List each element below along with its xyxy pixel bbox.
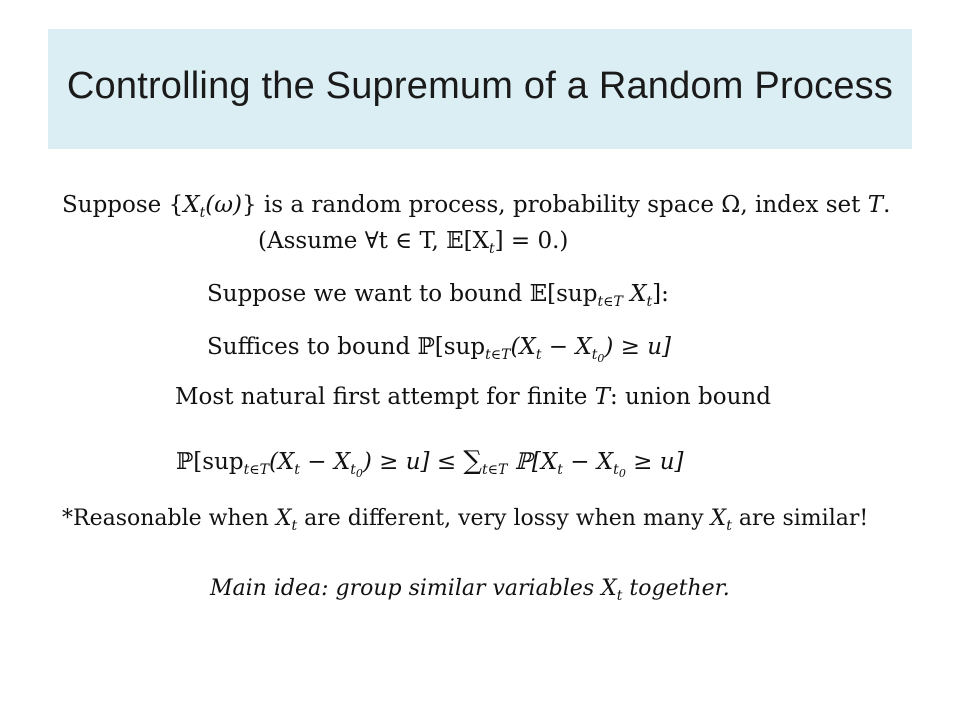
line-assumption: (Assume ∀t ∈ T, $𝔼[X_t] = 0$.) — [258, 228, 569, 257]
line-bound-expectation: Suppose we want to bound 𝔼[sup$_{t\in T}$ $X_t$]: — [207, 281, 669, 310]
line-main-idea: Main idea: group similar variables $X_t$ together. — [210, 576, 730, 604]
title-bar — [48, 29, 912, 149]
slide-title: Controlling the Supremum of a Random Process — [66, 65, 894, 107]
line-reasonable-note: *Reasonable when $X_t$ are different, very lossy when many $X_t$ are similar! — [62, 506, 869, 534]
line-suffices: Suffices to bound $ℙ[sup_{t\in T}(X_t - X_{t_0}) \ge u]$ — [207, 334, 672, 365]
line-union-bound-formula: $ℙ[sup_{t\in T}(X_t - X_{t_0}) \ge u] \le \sum_{t\in T}$ $ℙ[X_t - X_{t_0} \ge u]$ — [176, 446, 684, 480]
line-random-process: Suppose $\{X_t(\omega)\}$ is a random process, probability space Ω, index set T. — [62, 192, 891, 221]
line-union-bound-intro: Most natural first attempt for finite T: union bound — [175, 384, 771, 410]
